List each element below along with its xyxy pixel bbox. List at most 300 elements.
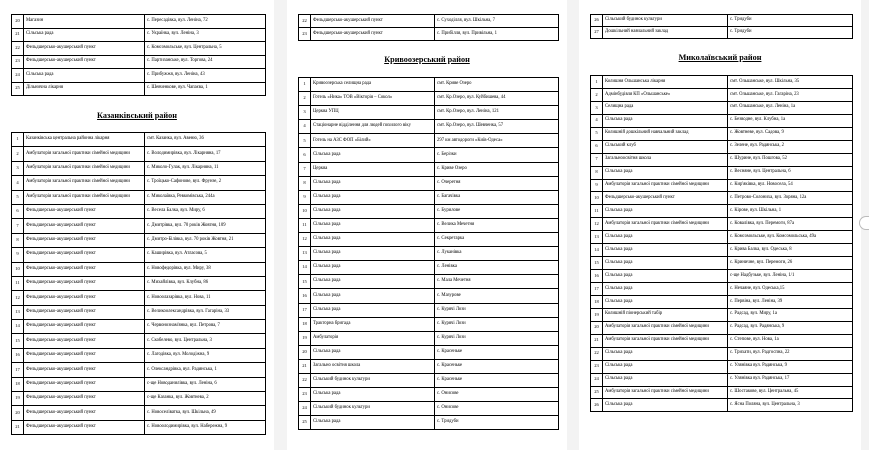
facility-address: с. Ковалівка, вул. Перемоги, 87а [728,218,853,231]
table-row [299,204,559,218]
document-page-3 [579,0,861,450]
facility-table [11,14,266,96]
table-row [299,218,559,232]
table-row [12,291,266,305]
facility-address: с. Красеньке [435,373,559,387]
row-number: 16 [12,348,24,362]
row-number: 4 [12,176,24,190]
facility-name: Сільська рада [311,176,435,190]
facility-name: Амбулаторія [311,331,435,345]
row-number: 1 [299,78,311,92]
facility-name: Сільський будинок культури [603,15,728,27]
table-kryvoozerskyi [298,77,559,430]
facility-name: Фельдшерсько-акушерський пункт [24,248,145,262]
facility-address: с. Багачівка [435,190,559,204]
facility-address: с. Дмитрівка, вул. 70 років Жовтня, 109 [145,219,266,233]
row-number: 7 [591,153,603,166]
facility-address: с. Красеньке [435,359,559,373]
facility-address: с. Криве Озеро [435,162,559,176]
facility-address: с. Великоолександрівка, вул. Гагаріна, 33 [145,305,266,319]
facility-name: Сільська рада [603,166,728,179]
facility-name: Загально освітня школа [311,359,435,373]
table-row [299,345,559,359]
row-number: 16 [591,270,603,283]
facility-name: Сільська рада [311,275,435,289]
row-number: 20 [299,345,311,359]
table-row [591,218,853,231]
facility-name: Фельдшерсько-акушерський пункт [24,305,145,319]
row-number: 15 [591,257,603,270]
table-row [591,308,853,321]
row-number: 26 [591,15,603,27]
table-row [299,162,559,176]
facility-table [298,14,559,41]
table-row [12,348,266,362]
table-continuation-3 [590,14,853,39]
table-row [591,15,853,27]
facility-address: с. Весняне, вул. Центральна, 6 [728,166,853,179]
facility-address: с. Червонознам'янка, вул. Петрова, 7 [145,320,266,334]
facility-address: с-ще Новоданилівка, вул. Леніна, 6 [145,377,266,391]
table-row [12,190,266,204]
table-row [12,363,266,377]
section-heading-kazankivskyi: Казанківський район [97,111,177,120]
row-number: 24 [299,402,311,416]
table-row [591,27,853,39]
table-row [299,303,559,317]
facility-name: Фельдшерсько-акушерський пункт [24,320,145,334]
facility-address: с. Трихати, вул. Радгоспна, 22 [728,347,853,360]
facility-address: с. Курячі Лози [435,303,559,317]
facility-address: с. Жовтневе, вул. Садова, 9 [728,127,853,140]
facility-address: с. Луканівка [435,247,559,261]
table-row [299,15,559,28]
row-number: 11 [299,218,311,232]
facility-name: Фельдшерсько-акушерський пункт [24,219,145,233]
table-row [591,360,853,373]
facility-name: Фельдшерсько-акушерський пункт [24,42,145,56]
row-number: 17 [299,303,311,317]
row-number: 22 [12,42,24,56]
facility-address: с. Олександрівка, вул. Радянська, 1 [145,363,266,377]
facility-address: с. Троїцько-Сафонове, вул. Фрунзе, 2 [145,176,266,190]
side-scroll-tab[interactable] [859,216,869,230]
facility-name: Тракторна бригада [311,317,435,331]
row-number: 7 [12,219,24,233]
table-row [299,275,559,289]
facility-name: Готель на АЗС ФОП «Білий» [311,134,435,148]
row-number: 12 [12,291,24,305]
facility-address: смт. Казанка, вул. Авеню, 36 [145,133,266,147]
facility-address: с. Пересадівка, вул. Леніна, 72 [145,15,266,29]
facility-address: с. Зелене, вул. Радянська, 2 [728,140,853,153]
facility-address: с. Дмитро-Білівка, вул. 70 років Жовтня, 21 [145,233,266,247]
facility-address: смт. Ольшанське, вул. Шкільна, 35 [728,76,853,89]
facility-address: с. Улянівка вул. Радянська, 9 [728,360,853,373]
facility-name: Сільська рада [603,257,728,270]
row-number: 19 [12,392,24,406]
row-number: 15 [299,275,311,289]
facility-name: Церква [311,162,435,176]
table-row [12,69,266,83]
table-row [299,261,559,275]
facility-name: Дошкільний навчальний заклад [603,27,728,39]
facility-address: с. Крива Балка, вул. Одеська, 8 [728,244,853,257]
facility-address: с. Улянівка вул. Радянська, 17 [728,373,853,386]
facility-address: с. Криничне, вул. Перемоги, 26 [728,257,853,270]
table-row [12,406,266,420]
facility-name: Дільнична лікарня [24,82,145,96]
section-heading-mykolaivskyi: Миколаївський район [678,53,762,62]
facility-name: Фельдшерсько-акушерський пункт [24,55,145,69]
row-number: 2 [12,147,24,161]
facility-name: Амбулаторія загальної практики сімейної медицини [603,218,728,231]
facility-address: смт. Ольшанське, вул. Гагаріна, 23 [728,88,853,101]
facility-name: Сільська рада [603,399,728,412]
table-row [591,399,853,412]
table-row [299,331,559,345]
facility-address: смт. Кр.Озеро, вул. Шевченка, 57 [435,120,559,134]
table-continuation-2 [298,14,559,41]
facility-address: с. Тридуби [435,416,559,430]
row-number: 25 [591,386,603,399]
row-number: 2 [591,88,603,101]
row-number: 12 [299,233,311,247]
table-row [299,78,559,92]
facility-address: с. Ленівка [435,261,559,275]
facility-name: Сільська рада [311,416,435,430]
facility-address: с. Мазурове [435,289,559,303]
row-number: 11 [12,276,24,290]
facility-address: с. Комсомольське, вул. Комсомольська, 49а [728,231,853,244]
facility-address: с. Безводне, вул. Клубна, 1а [728,114,853,127]
row-number: 6 [591,140,603,153]
facility-name: Адмінбудівля КП «Ольшанське» [603,88,728,101]
row-number: 21 [591,334,603,347]
facility-name: Амбулаторія загальної практики сімейної медицини [24,176,145,190]
facility-name: Сільська рада [311,388,435,402]
table-row [299,359,559,373]
table-row [591,88,853,101]
row-number: 18 [12,377,24,391]
facility-name: Сільська рада [311,289,435,303]
facility-name: Сільський клуб [603,140,728,153]
row-number: 26 [591,399,603,412]
facility-name: Сільська рада [603,347,728,360]
facility-name: Сільська рада [603,231,728,244]
table-row [12,248,266,262]
facility-address: с. Новоселіватка, вул. Шкільна, 49 [145,406,266,420]
facility-name: Сільська рада [311,233,435,247]
facility-table [11,132,266,435]
table-row [299,388,559,402]
facility-address: с. Ясна Поляна, вул. Центральна, 3 [728,399,853,412]
facility-name: Сільська рада [603,283,728,296]
row-number: 20 [12,15,24,29]
facility-name: Фельдшерсько-акушерський пункт [24,392,145,406]
table-row [12,28,266,42]
row-number: 19 [591,308,603,321]
facility-address: с. Бурилове [435,204,559,218]
row-number: 1 [12,133,24,147]
table-row [299,176,559,190]
row-number: 22 [591,347,603,360]
facility-name: Сільська рада [603,373,728,386]
facility-name: Сільська рада [603,205,728,218]
facility-address: с. Скобелево, вул. Центральна, 3 [145,334,266,348]
facility-name: Колишній піонерський табір [603,308,728,321]
facility-address: с. Нечаяне, вул. Одеська,15 [728,283,853,296]
table-row [299,148,559,162]
facility-name: Сільська рада [311,303,435,317]
table-row [12,305,266,319]
table-row [591,153,853,166]
facility-address: с. Тридуби [728,15,853,27]
facility-name: Амбулаторія загальної практики сімейної медицини [603,334,728,347]
row-number: 21 [12,28,24,42]
table-row [591,283,853,296]
row-number: 2 [299,92,311,106]
row-number: 13 [299,247,311,261]
row-number: 23 [299,388,311,402]
row-number: 20 [591,321,603,334]
facility-table [590,14,853,39]
table-row [591,257,853,270]
row-number: 23 [12,55,24,69]
facility-name: Сільська рада [24,28,145,42]
table-row [591,386,853,399]
row-number: 4 [591,114,603,127]
facility-address: с. Первіна, вул. Леніна, 39 [728,295,853,308]
facility-name: Фельдшерсько-акушерський пункт [24,334,145,348]
facility-address: с-ще Надбузьке, вул. Леніна, 1/1 [728,270,853,283]
facility-name: Амбулаторія загальної практики сімейної медицини [24,161,145,175]
table-row [12,204,266,218]
facility-address: с. Українка, вул. Леніна, 3 [145,28,266,42]
facility-name: Амбулаторія загальної практики сімейної медицини [24,190,145,204]
table-row [12,55,266,69]
row-number: 7 [299,162,311,176]
row-number: 12 [591,218,603,231]
facility-name: Сільська рада [311,247,435,261]
facility-address: с. Кир'яківка, вул. Новосела, 54 [728,179,853,192]
row-number: 14 [12,320,24,334]
row-number: 23 [591,360,603,373]
table-row [299,317,559,331]
facility-name: Магазин [24,15,145,29]
facility-name: Сільська рада [603,270,728,283]
table-row [299,247,559,261]
facility-name: Фельдшерсько-акушерський пункт [24,276,145,290]
row-number: 13 [12,305,24,319]
table-row [591,140,853,153]
facility-name: Фельдшерсько-акушерський пункт [603,192,728,205]
facility-name: Фельдшерсько-акушерський пункт [24,233,145,247]
facility-address: с. Радсад, вул. Радянська, 9 [728,321,853,334]
facility-table [298,77,559,430]
table-row [299,134,559,148]
row-number: 17 [12,363,24,377]
facility-address: с. Шевченкове, вул. Чапаєва, 1 [145,82,266,96]
row-number: 27 [591,27,603,39]
document-page-2 [287,0,567,450]
facility-address: с. Комсомольське, вул. Центральна, 5 [145,42,266,56]
facility-address: смт. Кр.Озеро, вул. Леніна, 121 [435,106,559,120]
table-row [12,133,266,147]
facility-address: с. Весела Балка, вул. Миру, 6 [145,204,266,218]
facility-address: с. Миколо-Гулак, вул. Лікарняна, 11 [145,161,266,175]
facility-address: с. Кірове, вул. Шкільна, 1 [728,205,853,218]
table-row [12,233,266,247]
facility-address: с. Красеньке [435,345,559,359]
table-row [12,320,266,334]
document-page-1 [0,0,274,450]
table-row [591,127,853,140]
row-number: 6 [299,148,311,162]
row-number: 22 [299,15,311,28]
table-row [12,42,266,56]
table-row [299,106,559,120]
row-number: 25 [12,82,24,96]
row-number: 17 [591,283,603,296]
table-row [12,176,266,190]
facility-name: Фельдшерсько-акушерський пункт [24,377,145,391]
row-number: 24 [591,373,603,386]
facility-name: Фельдшерсько-акушерський пункт [24,291,145,305]
table-row [12,219,266,233]
row-number: 9 [12,248,24,262]
facility-address: с. Прибужжя, вул. Леніна, 43 [145,69,266,83]
facility-name: Сільська рада [311,190,435,204]
row-number: 21 [12,420,24,434]
row-number: 5 [591,127,603,140]
facility-address: с. Очеретня [435,176,559,190]
row-number: 11 [591,205,603,218]
facility-name: Фельдшерсько-акушерський пункт [24,262,145,276]
facility-address: с. Лагодівка, вул. Молодіжна, 9 [145,348,266,362]
row-number: 25 [299,416,311,430]
table-row [591,295,853,308]
facility-address: 297 км автодороги «Київ-Одеса» [435,134,559,148]
facility-address: с. Курячі Лози [435,331,559,345]
table-mykolaivskyi [590,75,853,412]
facility-name: Сільський будинок культури [311,402,435,416]
table-row [299,373,559,387]
row-number: 5 [299,134,311,148]
facility-name: Фельдшерсько-акушерський пункт [24,420,145,434]
facility-name: Колишня Ольшанська лікарня [603,76,728,89]
facility-name: Сільський будинок культури [311,373,435,387]
row-number: 3 [591,101,603,114]
facility-address: с. Миколаївка, Ревкомівська, 244а [145,190,266,204]
table-row [299,190,559,204]
facility-address: с. Прибілля, вул. Привільна, 1 [435,28,559,41]
row-number: 24 [12,69,24,83]
facility-name: Колишній дошкільний навчальний заклад [603,127,728,140]
facility-name: Загальноосвітня школа [603,153,728,166]
row-number: 18 [591,295,603,308]
facility-name: Фельдшерсько-акушерський пункт [311,15,435,28]
row-number: 13 [591,231,603,244]
table-row [299,416,559,430]
row-number: 5 [12,190,24,204]
row-number: 1 [591,76,603,89]
facility-name: Сільська рада [311,261,435,275]
row-number: 19 [299,331,311,345]
facility-address: смт. Криве Озеро [435,78,559,92]
row-number: 18 [299,317,311,331]
table-row [12,276,266,290]
facility-name: Фельдшерсько-акушерський пункт [24,363,145,377]
facility-address: с. Велика Мечетня [435,218,559,232]
row-number: 3 [12,161,24,175]
table-row [591,334,853,347]
facility-name: Сільська рада [603,360,728,373]
table-row [591,179,853,192]
facility-name: Фельдшерсько-акушерський пункт [24,204,145,218]
facility-address: с. Партизанське, вул. Торгова, 24 [145,55,266,69]
table-row [299,289,559,303]
table-row [591,347,853,360]
facility-name: Фельдшерсько-акушерський пункт [24,406,145,420]
facility-address: с. Онисове [435,402,559,416]
facility-address: с. Каширівка, вул. Атласова, 5 [145,248,266,262]
row-number: 6 [12,204,24,218]
facility-name: Амбулаторія загальної практики сімейної медицини [24,147,145,161]
row-number: 14 [591,244,603,257]
facility-address: с. Михайлівка, вул. Клубна, 86 [145,276,266,290]
table-row [591,231,853,244]
facility-address: с-ще Казанка, вул. Жовтнева, 2 [145,392,266,406]
facility-name: Сільська рада [24,69,145,83]
facility-name: Кривоозерська селищна рада [311,78,435,92]
table-row [591,76,853,89]
row-number: 21 [299,359,311,373]
table-row [591,244,853,257]
table-row [12,334,266,348]
table-row [591,270,853,283]
facility-name: Фельдшерсько-акушерський пункт [24,348,145,362]
table-row [299,233,559,247]
facility-name: Сільська рада [603,244,728,257]
facility-address: смт. Кр.Озеро, вул. Куйбишева, 44 [435,92,559,106]
row-number: 9 [299,190,311,204]
row-number: 23 [299,28,311,41]
facility-address: с. Суходілля, вул. Шкільна, 7 [435,15,559,28]
facility-name: Амбулаторія загальної практики сімейної медицини [603,321,728,334]
facility-name: Стаціонарне відділення для людей похилого віку [311,120,435,134]
facility-name: Амбулаторія загальної практики сімейної медицини [603,386,728,399]
table-row [299,120,559,134]
table-row [591,192,853,205]
table-row [591,205,853,218]
facility-address: с. Шостакове, вул. Центральна, 45 [728,386,853,399]
facility-name: Фельдшерсько-акушерський пункт [311,28,435,41]
facility-name: Сільська рада [311,218,435,232]
facility-address: с. Онисове [435,388,559,402]
table-row [12,15,266,29]
facility-name: Церква УПЦ [311,106,435,120]
row-number: 16 [299,289,311,303]
row-number: 10 [591,192,603,205]
row-number: 20 [12,406,24,420]
facility-address: с. Степове, вул. Нова, 1а [728,334,853,347]
table-row [591,101,853,114]
facility-address: с. Новофедорівка, вул. Миру, 38 [145,262,266,276]
table-row [12,420,266,434]
facility-address: с. Курячі Лози [435,317,559,331]
row-number: 15 [12,334,24,348]
